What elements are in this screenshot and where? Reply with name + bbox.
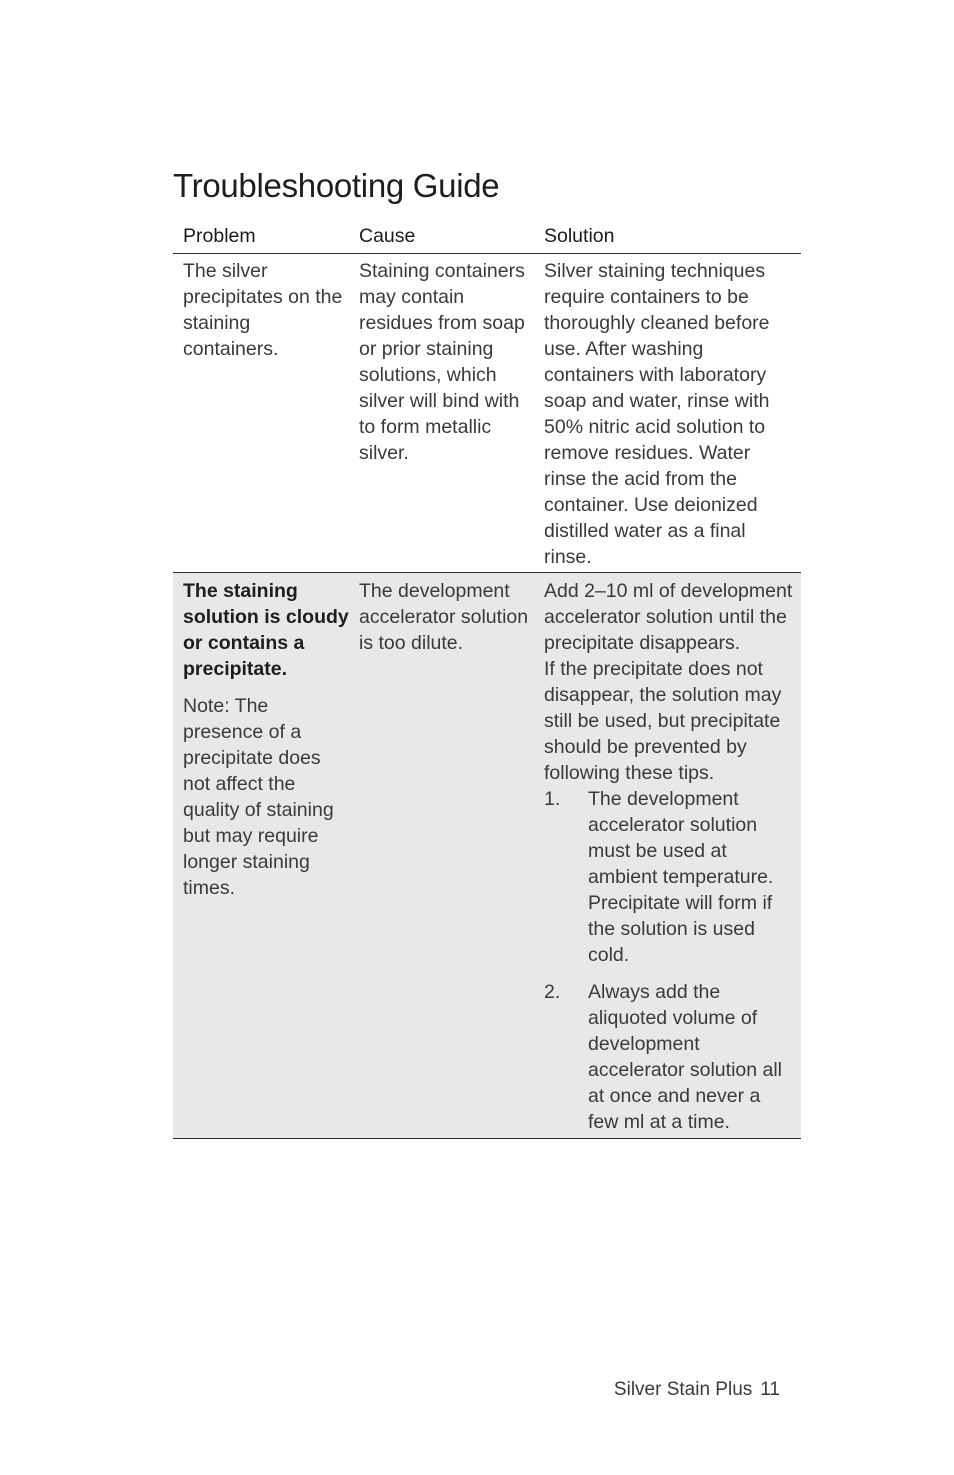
solution-text: Add 2–10 ml of development accelerator solution until the precipitate disappears. bbox=[544, 580, 793, 654]
table-header-row bbox=[173, 222, 801, 254]
list-item bbox=[544, 786, 795, 968]
problem-note: Note: The presence of a precipitate does not affect the quality of staining but may require longer staining times. bbox=[183, 695, 334, 899]
column-header-solution: Solution bbox=[534, 222, 801, 254]
column-header-cause: Cause bbox=[349, 222, 534, 254]
solution-cell bbox=[534, 573, 801, 1139]
cause-cell: Staining containers may contain residues from soap or prior staining solutions, which silver will bind with to form metallic silver. bbox=[349, 254, 534, 573]
page-title: Troubleshooting Guide bbox=[173, 167, 500, 204]
solution-text-continued: If the precipitate does not disappear, the solution may still be used, but precipitate should be prevented by following these tips. bbox=[544, 658, 782, 784]
table-row bbox=[173, 254, 801, 573]
tip-text: The development accelerator solution must be used at ambient temperature. Precipitate will form if the solution is used cold. bbox=[588, 788, 774, 966]
table-row bbox=[173, 573, 801, 1139]
column-header-problem: Problem bbox=[173, 222, 349, 254]
tip-number: 1. bbox=[544, 788, 561, 810]
troubleshooting-table bbox=[173, 222, 801, 1139]
page-footer bbox=[614, 1377, 780, 1403]
problem-cell: The silver precipitates on the staining containers. bbox=[173, 254, 349, 573]
footer-product-name: Silver Stain Plus bbox=[613, 1379, 753, 1400]
tips-list bbox=[544, 786, 795, 1135]
solution-cell: Silver staining techniques require containers to be thoroughly cleaned before use. After washing containers with laboratory soap and water, rinse with 50% nitric acid solution to remove residues. Water rinse the acid from the container. Use deionized distilled water as a final rinse. bbox=[534, 254, 801, 573]
problem-cell bbox=[173, 573, 349, 1139]
list-item bbox=[544, 979, 795, 1135]
cause-cell: The development accelerator solution is too dilute. bbox=[349, 573, 534, 1139]
tip-text: Always add the aliquoted volume of development accelerator solution all at once and never a few ml at a time. bbox=[588, 981, 783, 1133]
page-number: 11 bbox=[760, 1379, 780, 1400]
problem-statement: The staining solution is cloudy or contains a precipitate. bbox=[183, 580, 349, 680]
tip-number: 2. bbox=[544, 981, 561, 1003]
